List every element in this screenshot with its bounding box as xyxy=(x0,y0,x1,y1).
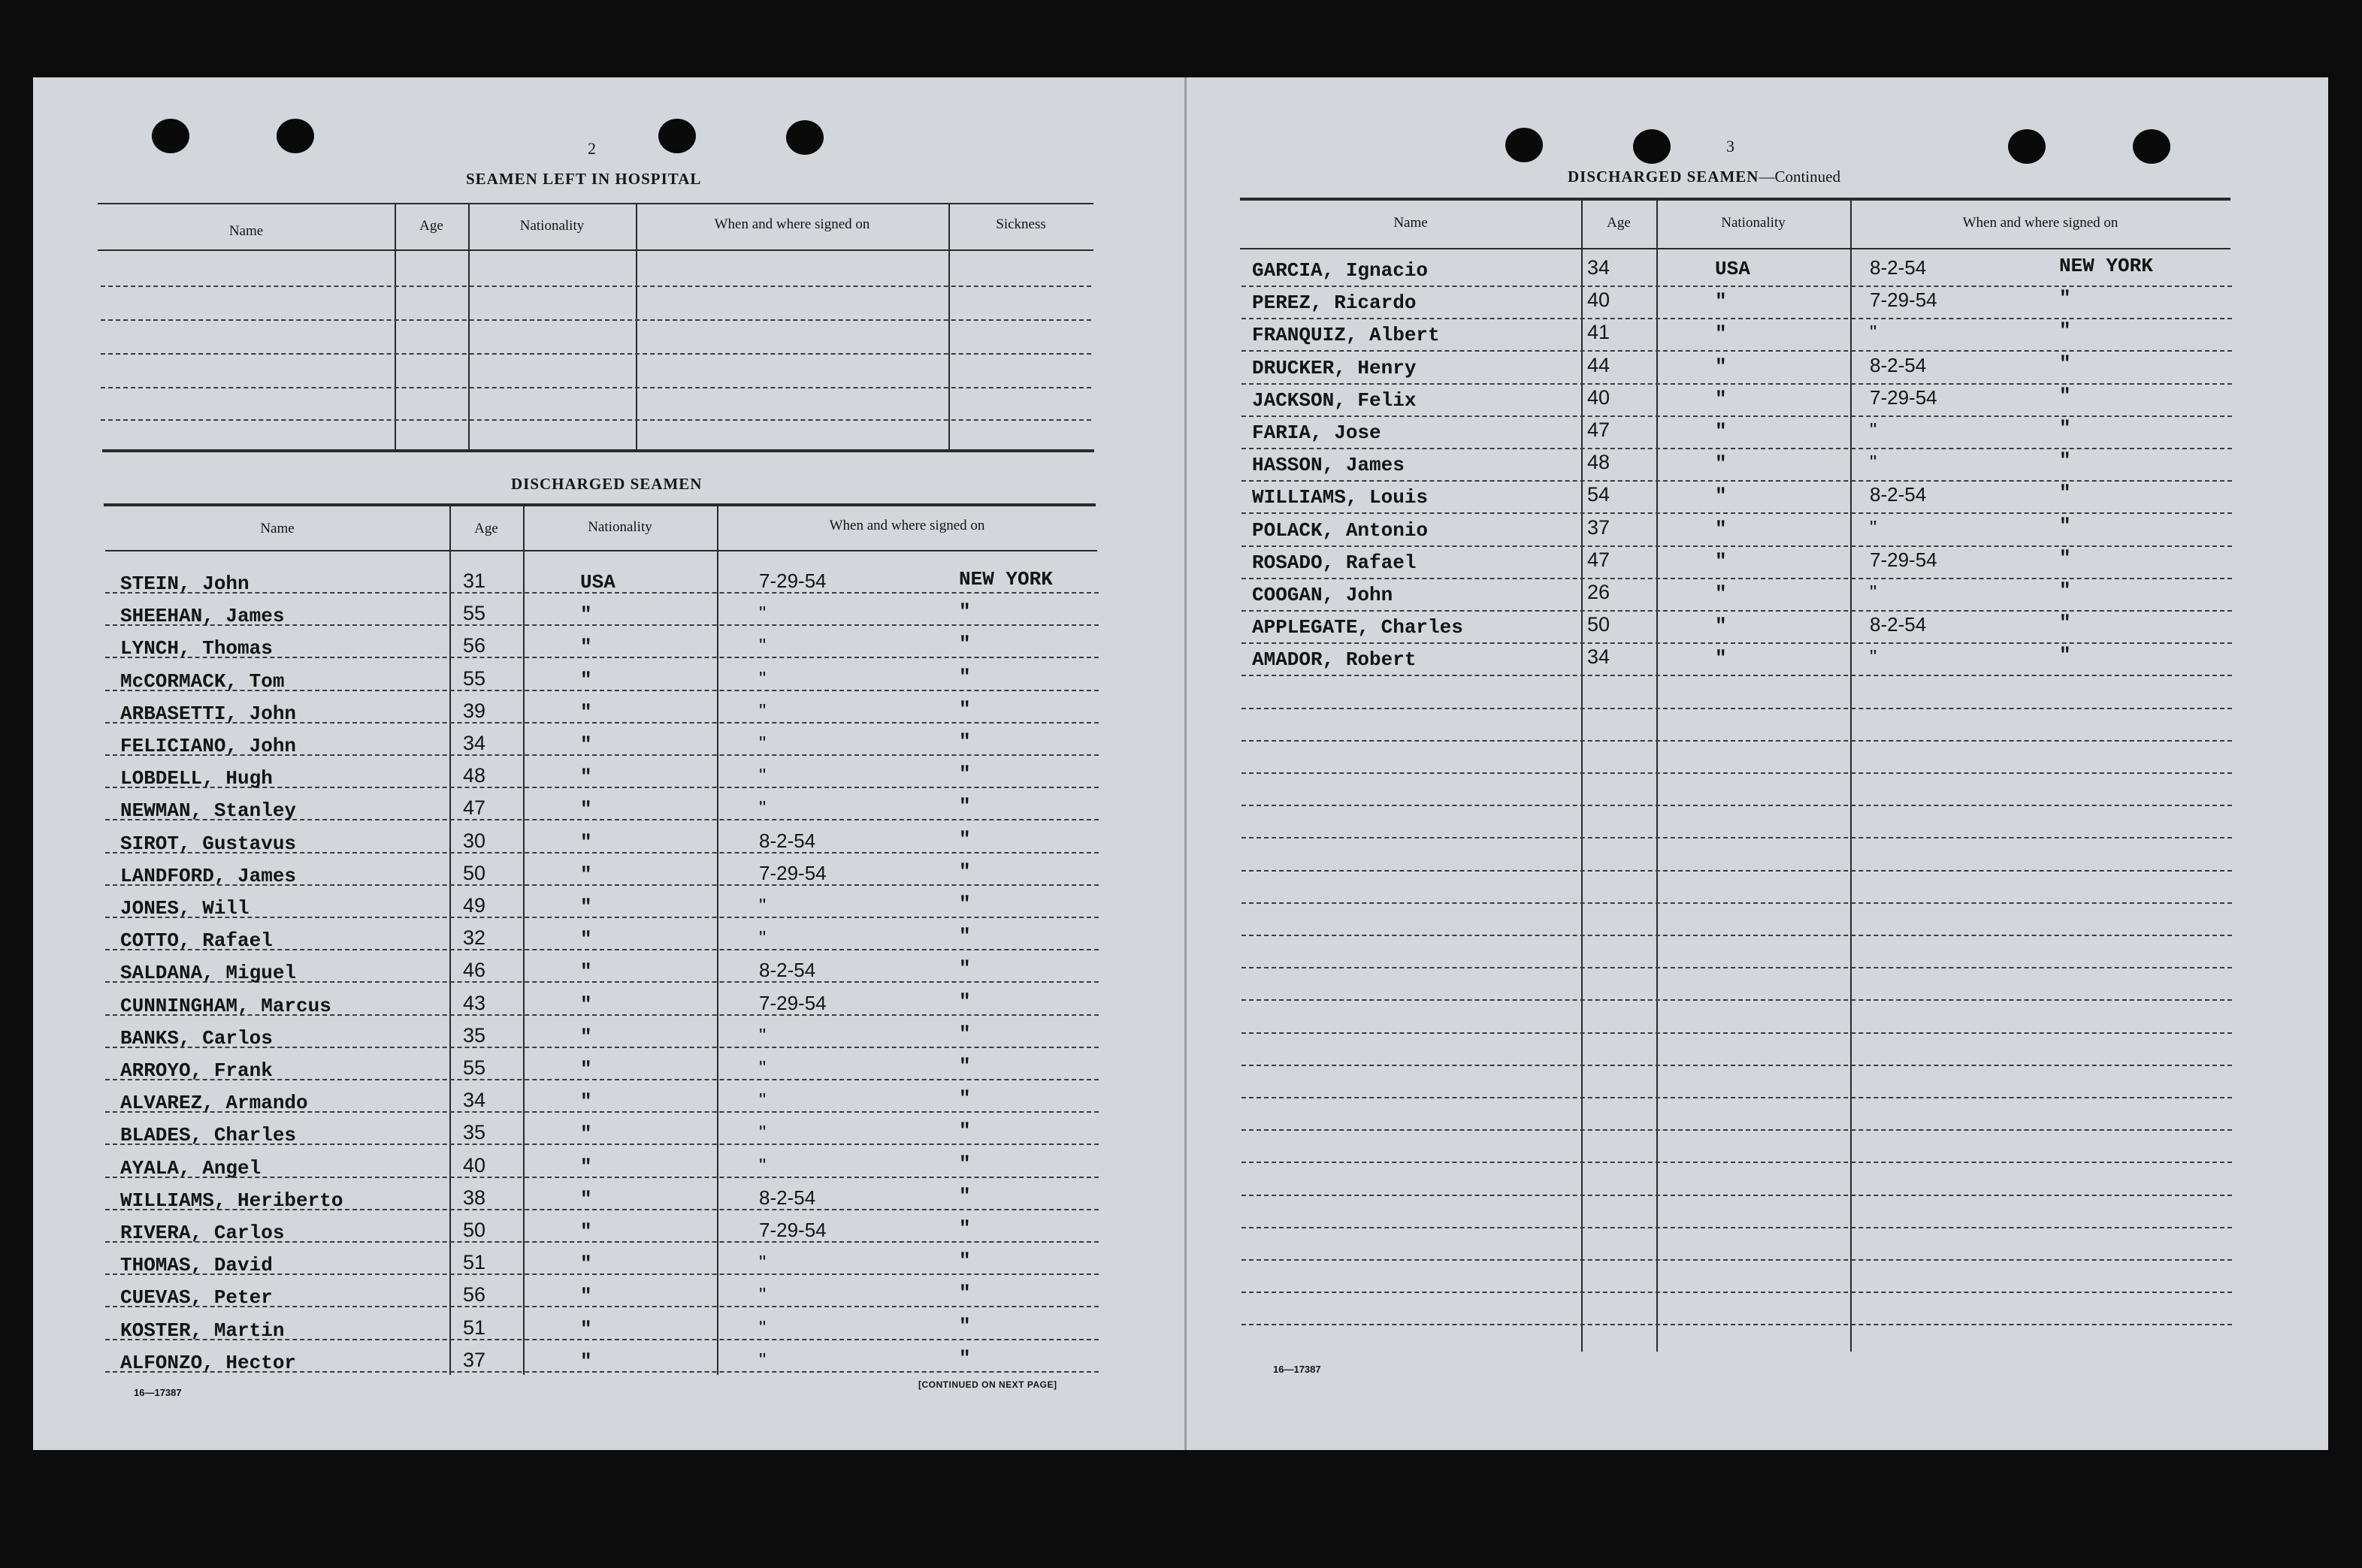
seaman-name: JONES, Will xyxy=(120,897,250,920)
seaman-age: 34 xyxy=(463,1089,486,1112)
seaman-nationality: " xyxy=(1715,517,1727,540)
seaman-age: 35 xyxy=(463,1121,486,1144)
signed-on-date: " xyxy=(1870,645,1877,669)
seaman-name: WILLIAMS, Louis xyxy=(1252,486,1429,509)
row-rule xyxy=(1241,578,2232,579)
seaman-nationality: " xyxy=(580,1122,592,1146)
row-rule xyxy=(101,353,1091,355)
seaman-name: GARCIA, Ignacio xyxy=(1252,259,1429,282)
seaman-nationality: " xyxy=(1715,420,1727,443)
signed-on-date: " xyxy=(759,699,767,722)
seaman-name: CUNNINGHAM, Marcus xyxy=(120,994,331,1017)
signed-on-place: " xyxy=(2059,384,2071,407)
signed-on-place: " xyxy=(2059,612,2071,635)
column-rule xyxy=(395,203,396,451)
punch-hole xyxy=(1633,129,1671,164)
signed-on-place: " xyxy=(959,1314,971,1337)
seaman-age: 31 xyxy=(463,569,486,592)
seaman-name: DRUCKER, Henry xyxy=(1252,356,1417,379)
table-rule xyxy=(98,203,1093,204)
seaman-age: 34 xyxy=(463,732,486,754)
row-rule xyxy=(1241,935,2232,936)
header-signed-on: When and where signed on xyxy=(829,518,985,533)
seaman-name: LOBDELL, Hugh xyxy=(120,767,273,790)
table-rule xyxy=(1240,248,2230,249)
seaman-name: THOMAS, David xyxy=(120,1254,273,1277)
seaman-name: ALVAREZ, Armando xyxy=(120,1092,308,1115)
seaman-name: BANKS, Carlos xyxy=(120,1026,273,1050)
header-nationality: Nationality xyxy=(1721,215,1786,231)
seaman-name: RIVERA, Carlos xyxy=(120,1222,285,1244)
signed-on-place: " xyxy=(2059,449,2071,473)
header-name: Name xyxy=(260,521,295,536)
seaman-nationality: " xyxy=(580,1058,592,1080)
column-rule xyxy=(948,203,950,451)
seaman-age: 55 xyxy=(463,602,486,625)
seaman-age: 34 xyxy=(1587,645,1610,669)
signed-on-date: " xyxy=(759,1348,767,1371)
seaman-age: 55 xyxy=(463,666,486,690)
signed-on-place: " xyxy=(959,1249,971,1273)
seaman-name: FRANQUIZ, Albert xyxy=(1252,324,1440,347)
seaman-nationality: " xyxy=(580,766,592,789)
row-rule xyxy=(1241,448,2232,449)
signed-on-date: 7-29-54 xyxy=(759,861,827,884)
seaman-name: PEREZ, Ricardo xyxy=(1252,292,1417,315)
seaman-nationality: " xyxy=(580,1025,592,1048)
punch-hole xyxy=(277,119,314,153)
seaman-age: 43 xyxy=(463,991,486,1014)
seaman-nationality: " xyxy=(580,1349,592,1373)
table-rule xyxy=(1240,198,2230,201)
seaman-name: AYALA, Angel xyxy=(120,1156,262,1180)
seaman-name: ALFONZO, Hector xyxy=(120,1351,297,1374)
signed-on-place: " xyxy=(959,1119,971,1143)
seaman-age: 41 xyxy=(1587,321,1610,344)
seaman-name: LYNCH, Thomas xyxy=(120,637,273,660)
seaman-name: AMADOR, Robert xyxy=(1252,648,1417,672)
seaman-name: KOSTER, Martin xyxy=(120,1319,285,1342)
signed-on-date: 8-2-54 xyxy=(1870,353,1927,376)
punch-hole xyxy=(658,119,696,153)
signed-on-place: " xyxy=(959,893,971,915)
row-rule xyxy=(101,286,1091,287)
seaman-nationality: " xyxy=(580,668,592,691)
signed-on-place: " xyxy=(959,795,971,818)
signed-on-place: " xyxy=(959,1184,971,1207)
signed-on-place: " xyxy=(2059,546,2071,569)
seaman-name: APPLEGATE, Charles xyxy=(1252,616,1463,639)
row-rule xyxy=(1241,480,2232,482)
signed-on-date: " xyxy=(759,796,767,820)
seaman-age: 40 xyxy=(1587,385,1610,409)
signed-on-date: " xyxy=(759,926,767,950)
seaman-age: 38 xyxy=(463,1186,486,1209)
signed-on-place: " xyxy=(959,860,971,883)
row-rule xyxy=(101,387,1091,388)
signed-on-place: " xyxy=(2059,644,2071,667)
seaman-nationality: " xyxy=(580,733,592,756)
signed-on-date: 7-29-54 xyxy=(1870,548,1937,571)
seaman-name: ARROYO, Frank xyxy=(120,1059,273,1082)
seaman-nationality: " xyxy=(1715,387,1727,410)
signed-on-date: 8-2-54 xyxy=(1870,613,1927,636)
seaman-age: 55 xyxy=(463,1056,486,1079)
signed-on-place: " xyxy=(959,633,971,656)
row-rule xyxy=(1241,708,2232,709)
column-rule xyxy=(449,505,451,1375)
header-age: Age xyxy=(474,521,498,536)
seaman-name: McCORMACK, Tom xyxy=(120,669,285,693)
seaman-nationality: " xyxy=(1715,452,1727,476)
signed-on-place: " xyxy=(959,697,971,721)
signed-on-date: " xyxy=(759,602,767,625)
seaman-age: 51 xyxy=(463,1251,486,1274)
signed-on-date: 8-2-54 xyxy=(759,829,816,852)
row-rule xyxy=(1241,1097,2232,1098)
seaman-nationality: " xyxy=(580,636,592,659)
signed-on-date: " xyxy=(1870,418,1877,441)
row-rule xyxy=(1241,415,2232,417)
row-rule xyxy=(1241,1259,2232,1261)
signed-on-place: " xyxy=(959,763,971,786)
signed-on-date: " xyxy=(1870,451,1877,474)
seaman-age: 26 xyxy=(1587,581,1610,603)
discharged-section-title: DISCHARGED SEAMEN xyxy=(511,475,703,493)
seaman-age: 54 xyxy=(1587,483,1610,506)
discharged-continued-title: DISCHARGED SEAMEN—Continued xyxy=(1568,168,1840,186)
signed-on-date: " xyxy=(759,1153,767,1177)
signed-on-date: 8-2-54 xyxy=(759,959,816,982)
seaman-age: 56 xyxy=(463,1283,486,1307)
row-rule xyxy=(1241,772,2232,774)
row-rule xyxy=(1241,1032,2232,1034)
seaman-name: COTTO, Rafael xyxy=(120,929,273,953)
punch-hole xyxy=(786,120,824,155)
seaman-nationality: " xyxy=(580,1252,592,1276)
header-nationality: Nationality xyxy=(588,519,652,535)
page-gutter xyxy=(1184,77,1187,1450)
column-rule xyxy=(1850,199,1852,1352)
row-rule xyxy=(1241,1292,2232,1293)
seaman-age: 48 xyxy=(1587,451,1610,474)
signed-on-place: " xyxy=(959,665,971,688)
signed-on-place: " xyxy=(959,600,971,624)
seaman-nationality: " xyxy=(580,863,592,886)
header-sickness: Sickness xyxy=(996,216,1046,232)
seaman-nationality: " xyxy=(1715,549,1727,573)
seaman-name: SALDANA, Miguel xyxy=(120,962,297,985)
hospital-section-title: SEAMEN LEFT IN HOSPITAL xyxy=(466,170,702,188)
seaman-name: CUEVAS, Peter xyxy=(120,1286,273,1310)
seaman-age: 40 xyxy=(463,1153,486,1177)
seaman-name: BLADES, Charles xyxy=(120,1124,297,1147)
seaman-age: 44 xyxy=(1587,353,1610,376)
signed-on-date: " xyxy=(759,894,767,917)
row-rule xyxy=(105,917,1099,918)
row-rule xyxy=(1241,805,2232,806)
seaman-nationality: " xyxy=(1715,615,1727,638)
signed-on-date: " xyxy=(759,732,767,754)
seaman-nationality: " xyxy=(580,1155,592,1178)
table-rule xyxy=(98,249,1093,251)
signed-on-date: " xyxy=(759,1056,767,1079)
seaman-name: FARIA, Jose xyxy=(1252,421,1381,444)
signed-on-place: NEW YORK xyxy=(959,568,1053,591)
column-rule xyxy=(1656,199,1658,1352)
signed-on-place: " xyxy=(959,989,971,1013)
seaman-nationality: " xyxy=(580,1220,592,1243)
signed-on-place: " xyxy=(2059,417,2071,440)
signed-on-place: " xyxy=(959,1087,971,1110)
signed-on-place: " xyxy=(959,1217,971,1240)
seaman-name: COOGAN, John xyxy=(1252,584,1393,606)
row-rule xyxy=(1241,383,2232,385)
header-age: Age xyxy=(419,218,443,234)
signed-on-date: " xyxy=(759,1121,767,1144)
seaman-nationality: " xyxy=(1715,322,1727,346)
signed-on-date: 8-2-54 xyxy=(759,1186,816,1209)
signed-on-place: " xyxy=(2059,319,2071,343)
signed-on-place: " xyxy=(959,730,971,753)
seaman-age: 47 xyxy=(1587,548,1610,571)
seaman-name: JACKSON, Felix xyxy=(1252,388,1417,412)
row-rule xyxy=(1241,967,2232,968)
row-rule xyxy=(1241,837,2232,838)
punch-hole xyxy=(2133,129,2170,164)
signed-on-date: " xyxy=(1870,321,1877,344)
signed-on-date: 7-29-54 xyxy=(759,569,827,592)
column-rule xyxy=(523,505,525,1375)
seaman-nationality: USA xyxy=(1715,258,1750,280)
row-rule xyxy=(101,419,1091,421)
signed-on-date: 8-2-54 xyxy=(1870,256,1927,279)
signed-on-place: " xyxy=(959,1282,971,1305)
seaman-name: SIROT, Gustavus xyxy=(120,832,297,855)
signed-on-date: " xyxy=(1870,515,1877,539)
signed-on-date: " xyxy=(759,666,767,690)
header-signed-on: When and where signed on xyxy=(714,216,870,232)
seaman-age: 46 xyxy=(463,959,486,982)
seaman-age: 37 xyxy=(463,1348,486,1371)
punch-hole xyxy=(1505,128,1543,162)
seaman-name: NEWMAN, Stanley xyxy=(120,799,297,823)
signed-on-date: 7-29-54 xyxy=(759,1219,827,1241)
seaman-age: 49 xyxy=(463,894,486,917)
column-rule xyxy=(1581,199,1583,1352)
seaman-name: LANDFORD, James xyxy=(120,864,297,887)
table-rule xyxy=(104,503,1096,506)
row-rule xyxy=(1241,610,2232,612)
seaman-age: 51 xyxy=(463,1316,486,1339)
seaman-nationality: " xyxy=(580,960,592,983)
seaman-nationality: " xyxy=(580,1187,592,1210)
seaman-age: 56 xyxy=(463,634,486,657)
seaman-age: 50 xyxy=(1587,613,1610,636)
signed-on-place: " xyxy=(959,1346,971,1370)
row-rule xyxy=(1241,675,2232,676)
signed-on-date: 7-29-54 xyxy=(759,991,827,1014)
signed-on-date: " xyxy=(759,1023,767,1047)
form-number: 16—17387 xyxy=(134,1387,182,1398)
row-rule xyxy=(1241,642,2232,644)
seaman-nationality: " xyxy=(580,992,592,1016)
row-rule xyxy=(1241,1324,2232,1325)
seaman-nationality: " xyxy=(580,1090,592,1113)
signed-on-place: NEW YORK xyxy=(2059,255,2153,277)
seaman-nationality: " xyxy=(580,1285,592,1308)
right-page xyxy=(1181,77,2328,1450)
row-rule xyxy=(1241,902,2232,904)
signed-on-place: " xyxy=(959,1152,971,1175)
seaman-age: 30 xyxy=(463,829,486,852)
column-rule xyxy=(717,505,718,1375)
seaman-nationality: " xyxy=(580,798,592,821)
seaman-name: FELICIANO, John xyxy=(120,735,297,757)
signed-on-date: " xyxy=(759,1316,767,1339)
table-rule xyxy=(102,449,1094,452)
table-rule xyxy=(105,550,1097,551)
seaman-age: 47 xyxy=(1587,418,1610,441)
seaman-nationality: " xyxy=(1715,355,1727,378)
seaman-nationality: " xyxy=(1715,582,1727,605)
seaman-name: ARBASETTI, John xyxy=(120,702,297,725)
page-number: 3 xyxy=(1726,137,1734,156)
punch-hole xyxy=(152,119,189,153)
seaman-name: ROSADO, Rafael xyxy=(1252,551,1417,574)
row-rule xyxy=(1241,318,2232,319)
header-signed-on: When and where signed on xyxy=(1962,215,2119,231)
seaman-nationality: " xyxy=(580,603,592,627)
seaman-nationality: " xyxy=(580,700,592,724)
signed-on-place: " xyxy=(2059,579,2071,602)
row-rule xyxy=(1241,1129,2232,1131)
form-number: 16—17387 xyxy=(1273,1364,1321,1375)
row-rule xyxy=(1241,870,2232,872)
seaman-nationality: " xyxy=(1715,485,1727,508)
row-rule xyxy=(1241,1195,2232,1196)
header-name: Name xyxy=(1393,215,1428,231)
seaman-name: POLACK, Antonio xyxy=(1252,518,1429,542)
seaman-name: STEIN, John xyxy=(120,573,250,595)
signed-on-place: " xyxy=(2059,352,2071,375)
seaman-name: SHEEHAN, James xyxy=(120,605,285,628)
continued-note: [CONTINUED ON NEXT PAGE] xyxy=(918,1379,1057,1390)
signed-on-date: 8-2-54 xyxy=(1870,483,1927,506)
seaman-nationality: " xyxy=(580,896,592,918)
signed-on-place: " xyxy=(959,1055,971,1077)
signed-on-place: " xyxy=(2059,514,2071,537)
header-name: Name xyxy=(228,223,264,239)
seaman-age: 50 xyxy=(463,1219,486,1241)
signed-on-place: " xyxy=(959,957,971,980)
row-rule xyxy=(1241,350,2232,352)
row-rule xyxy=(101,319,1091,321)
seaman-age: 47 xyxy=(463,796,486,820)
seaman-age: 34 xyxy=(1587,256,1610,279)
seaman-age: 32 xyxy=(463,926,486,950)
seaman-nationality: " xyxy=(580,830,592,853)
signed-on-date: " xyxy=(1870,581,1877,603)
punch-hole xyxy=(2008,129,2046,164)
signed-on-place: " xyxy=(959,827,971,850)
seaman-age: 50 xyxy=(463,861,486,884)
seaman-age: 35 xyxy=(463,1023,486,1047)
signed-on-date: 7-29-54 xyxy=(1870,289,1937,312)
seaman-name: HASSON, James xyxy=(1252,454,1405,477)
signed-on-place: " xyxy=(959,1022,971,1045)
seaman-name: WILLIAMS, Heriberto xyxy=(120,1189,343,1212)
seaman-age: 37 xyxy=(1587,515,1610,539)
signed-on-date: " xyxy=(759,1251,767,1274)
row-rule xyxy=(1241,999,2232,1001)
signed-on-place: " xyxy=(2059,287,2071,310)
row-rule xyxy=(1241,286,2232,287)
seaman-nationality: " xyxy=(580,928,592,951)
row-rule xyxy=(1241,512,2232,514)
column-rule xyxy=(468,203,470,451)
row-rule xyxy=(1241,1065,2232,1066)
seaman-nationality: " xyxy=(1715,647,1727,670)
signed-on-date: " xyxy=(759,1283,767,1307)
signed-on-date: " xyxy=(759,634,767,657)
column-rule xyxy=(636,203,637,451)
header-age: Age xyxy=(1607,215,1631,231)
signed-on-date: 7-29-54 xyxy=(1870,385,1937,409)
seaman-age: 40 xyxy=(1587,289,1610,312)
signed-on-place: " xyxy=(2059,482,2071,505)
signed-on-date: " xyxy=(759,1089,767,1112)
seaman-nationality: " xyxy=(1715,290,1727,313)
seaman-age: 39 xyxy=(463,699,486,722)
seaman-nationality: USA xyxy=(580,571,615,594)
seaman-age: 48 xyxy=(463,764,486,787)
row-rule xyxy=(1241,740,2232,742)
signed-on-date: " xyxy=(759,764,767,787)
row-rule xyxy=(1241,1227,2232,1228)
page-number: 2 xyxy=(588,139,596,158)
signed-on-place: " xyxy=(959,925,971,948)
row-rule xyxy=(1241,545,2232,547)
row-rule xyxy=(1241,1162,2232,1163)
header-nationality: Nationality xyxy=(519,218,585,234)
seaman-nationality: " xyxy=(580,1317,592,1340)
